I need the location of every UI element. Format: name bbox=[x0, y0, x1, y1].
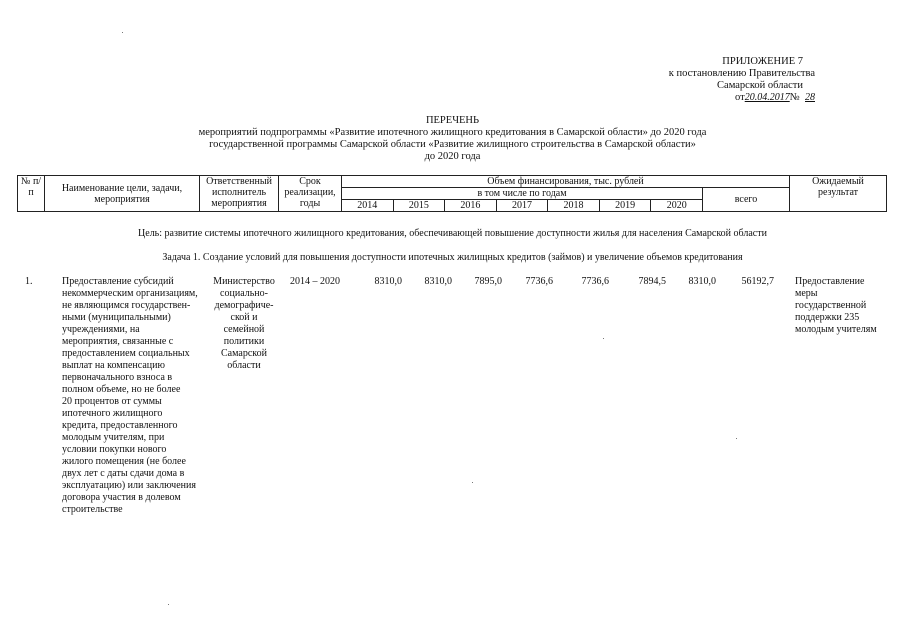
title-program: государственной программы Самарской области «Развитие жилищного строительства в Самарской области» bbox=[209, 139, 696, 150]
appendix-title: ПРИЛОЖЕНИЕ 7 bbox=[722, 56, 803, 67]
header-year: 2020 bbox=[651, 200, 703, 212]
title-year: до 2020 года bbox=[424, 151, 481, 162]
row-period: 2014 – 2020 bbox=[290, 276, 340, 287]
title-perechen: ПЕРЕЧЕНЬ bbox=[425, 115, 480, 126]
task-text: Задача 1. Создание условий для повышения доступности ипотечных жилищных кредитов (займов) и увеличение объемов кредитования bbox=[162, 252, 743, 263]
header-period: Срок реализации, годы bbox=[279, 176, 342, 212]
row-result: Предоставление меры государственной поддержки 235 молодым учителям bbox=[795, 276, 877, 335]
appendix-date-line: от20.04.2017№ 28 bbox=[735, 92, 815, 103]
value-2014: 8310,0 bbox=[374, 276, 402, 287]
header-table bbox=[17, 175, 887, 212]
header-funding: Объем финансирования, тыс. рублей bbox=[342, 176, 790, 188]
value-2020: 8310,0 bbox=[688, 276, 716, 287]
scan-speck bbox=[472, 482, 473, 483]
scan-speck bbox=[122, 32, 123, 33]
header-year: 2016 bbox=[445, 200, 497, 212]
title-subprogram: мероприятий подпрограммы «Развитие ипотечного жилищного кредитования в Самарской области» до 2020 года bbox=[198, 127, 707, 138]
row-description: Предоставление субсидий некоммерческим организациям, не являющимся государствен- ными (муниципальными) учреждениями, на мероприятия, связанные с предоставлением социальных выплат на компенсацию первоначального взноса в полном объеме, но не более 20 процентов от суммы ипотечного жилищного кредита, предоставленного молодым учителям, при условии покупки нового жилого помещения (не более двух лет с даты сдачи дома в эксплуатацию) или заключения договора участия в долевом строительстве bbox=[62, 276, 198, 515]
value-2019: 7894,5 bbox=[638, 276, 666, 287]
header-year: 2019 bbox=[599, 200, 651, 212]
header-year: 2014 bbox=[342, 200, 394, 212]
value-total: 56192,7 bbox=[741, 276, 774, 287]
value-2016: 7895,0 bbox=[474, 276, 502, 287]
value-2018: 7736,6 bbox=[581, 276, 609, 287]
scan-speck bbox=[603, 338, 604, 339]
document-title bbox=[0, 115, 905, 163]
appendix-region: Самарской области bbox=[717, 80, 803, 91]
handwritten-number: 28 bbox=[805, 92, 815, 103]
row-number: 1. bbox=[25, 276, 33, 287]
header-num: № п/п bbox=[18, 176, 45, 212]
header-year: 2015 bbox=[393, 200, 445, 212]
header-name: Наименование цели, задачи, мероприятия bbox=[45, 176, 200, 212]
value-2017: 7736,6 bbox=[525, 276, 553, 287]
header-total: всего bbox=[703, 188, 790, 212]
scan-speck bbox=[168, 604, 169, 605]
header-year: 2017 bbox=[496, 200, 548, 212]
value-2015: 8310,0 bbox=[424, 276, 452, 287]
appendix-header bbox=[615, 56, 815, 104]
header-by-years: в том числе по годам bbox=[342, 188, 703, 200]
row-executor: Министерство социально- демографиче- ской и семейной политики Самарской области bbox=[213, 276, 275, 371]
header-result: Ожидаемый результат bbox=[790, 176, 887, 212]
header-executor: Ответственный исполнитель мероприятия bbox=[200, 176, 279, 212]
appendix-resolution: к постановлению Правительства bbox=[668, 68, 815, 79]
goal-text: Цель: развитие системы ипотечного жилищного кредитования, обеспечивающей повышение доступности жилья для населения Самарской области bbox=[138, 228, 767, 239]
header-year: 2018 bbox=[548, 200, 600, 212]
handwritten-date: 20.04.2017 bbox=[744, 92, 790, 103]
scan-speck bbox=[736, 438, 737, 439]
